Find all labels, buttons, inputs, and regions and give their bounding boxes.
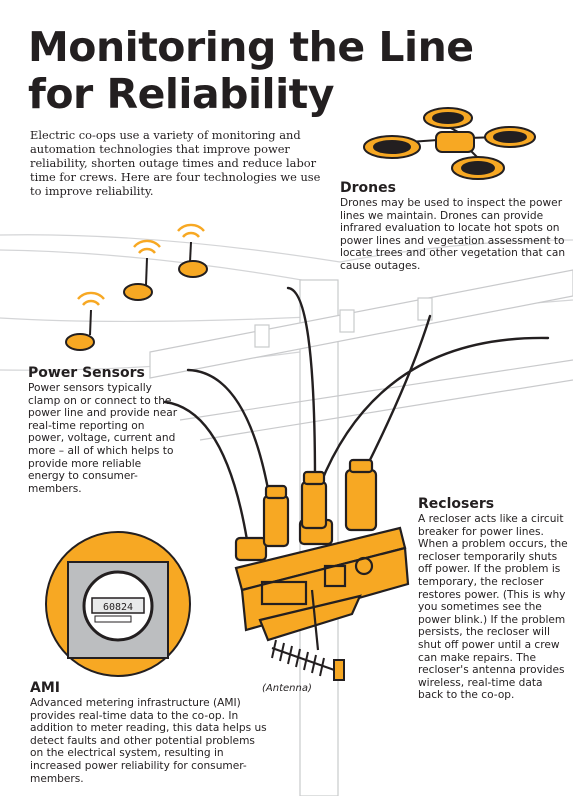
antenna-label: (Antenna) [262, 683, 312, 694]
drone [364, 108, 535, 179]
power-sensor-1 [178, 225, 207, 277]
drones-text: Drones may be used to inspect the power lines we maintain. Drones can provide infrared evaluation to locate hot spots on power lines and vegetation assessment to locate trees and other vegetation that can cause outages. [340, 197, 566, 272]
reclosers-text: A recloser acts like a circuit breaker for power lines. When a problem occurs, the recloser temporarily shuts off power. If the problem is temporary, the recloser restores power. (This is why you sometimes see the power blink.) If the problem persists, the recloser will shut off power until a crew can make repairs. The recloser's antenna provides wireless, real-time data back to the co-op. [418, 513, 568, 702]
reclosers-heading: Reclosers [418, 496, 495, 512]
intro-text: Electric co-ops use a variety of monitoring and automation technologies that improve power reliability, shorten outage times and reduce labor time for crews. Here are four technologies we use to improve reliability. [30, 128, 321, 198]
power-sensors-heading: Power Sensors [28, 365, 145, 381]
title-line-2: for Reliability [28, 70, 334, 118]
meter-reading: 60824 [102, 602, 134, 613]
recloser [236, 460, 408, 650]
power-sensor-2 [124, 241, 160, 300]
power-sensors-text: Power sensors typically clamp on or connect to the power line and provide near real-time reporting on power, voltage, current and more – all of which helps to provide more reliable energy to consumer-members. [28, 382, 178, 495]
ami-text: Advanced metering infrastructure (AMI) provides real-time data to the co-op. In addition to meter reading, this data helps us detect faults and other potential problems on the electrical system, resulting in increased power reliability for consumer-members. [30, 697, 267, 785]
title-line-1: Monitoring the Line [28, 23, 474, 71]
ami-heading: AMI [30, 680, 60, 696]
drones-heading: Drones [340, 180, 396, 196]
page-title [28, 24, 474, 118]
